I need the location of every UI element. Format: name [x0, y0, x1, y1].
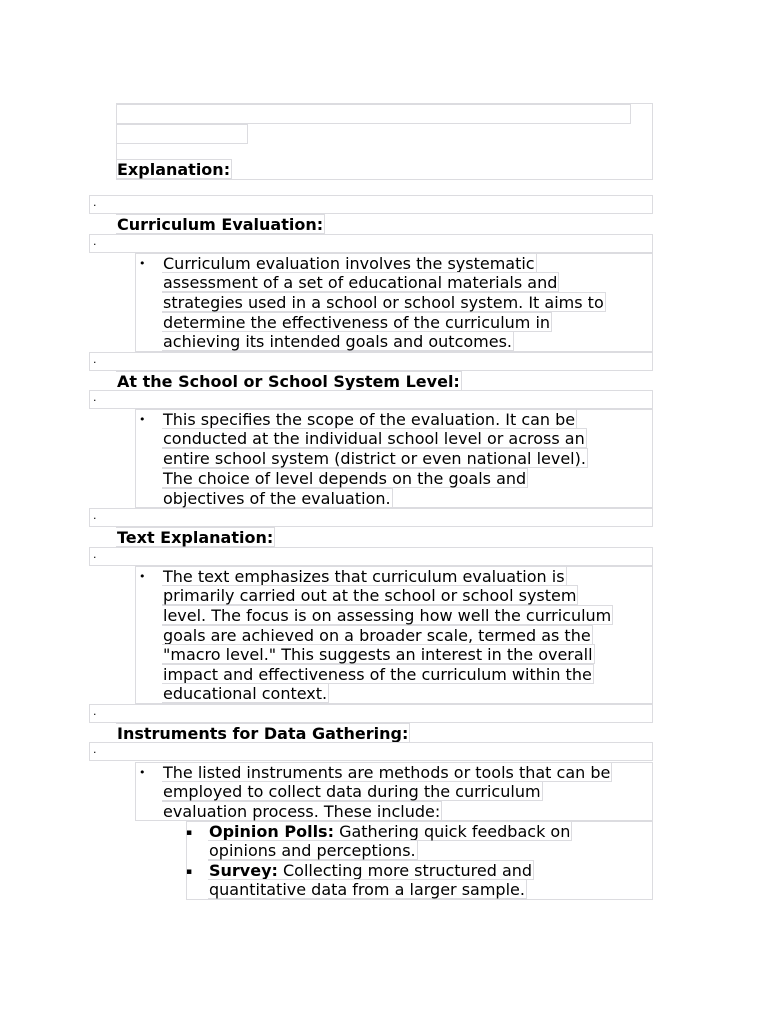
- bullet-marker: •: [139, 413, 146, 426]
- paragraph-line: The text emphasizes that curriculum evaluation is: [163, 567, 565, 586]
- sub-item-opinion-polls: [208, 821, 572, 841]
- paragraph-line: achieving its intended goals and outcomes.: [163, 332, 512, 351]
- header-blank-line-1: [116, 104, 631, 124]
- separator-row: .: [89, 742, 653, 761]
- sub-item-text: Collecting more structured and: [277, 861, 533, 880]
- paragraph-line: determine the effectiveness of the curriculum in: [163, 313, 551, 332]
- sub-item-text: Gathering quick feedback on: [333, 822, 571, 841]
- paragraph-line: opinions and perceptions.: [209, 841, 416, 860]
- paragraph-line: conducted at the individual school level or across an: [163, 429, 585, 448]
- paragraph-line: employed to collect data during the curriculum: [163, 782, 541, 801]
- paragraph-line: goals are achieved on a broader scale, termed as the: [163, 626, 591, 645]
- paragraph-line: assessment of a set of educational materials and: [163, 273, 558, 292]
- heading-curriculum-evaluation: Curriculum Evaluation:: [117, 215, 324, 234]
- header-blank-line-2: [116, 124, 248, 144]
- sub-item-term: Opinion Polls:: [209, 822, 334, 841]
- paragraph-line: evaluation process. These include:: [163, 802, 441, 821]
- paragraph-line: strategies used in a school or school system. It aims to: [163, 293, 604, 312]
- sub-bullet-marker: ▪: [186, 828, 193, 838]
- sub-bullet-marker: ▪: [186, 867, 193, 877]
- separator-row: .: [89, 704, 653, 723]
- paragraph-line: impact and effectiveness of the curriculum within the: [163, 665, 592, 684]
- paragraph-line: objectives of the evaluation.: [163, 489, 391, 508]
- paragraph-line: "macro level." This suggests an interest in the overall: [163, 645, 593, 664]
- paragraph-line: The listed instruments are methods or tools that can be: [163, 763, 611, 782]
- paragraph-line: Curriculum evaluation involves the systematic: [163, 254, 535, 273]
- heading-school-system-level: At the School or School System Level:: [117, 372, 460, 391]
- heading-instruments: Instruments for Data Gathering:: [117, 724, 409, 743]
- paragraph-line: level. The focus is on assessing how well the curriculum: [163, 606, 612, 625]
- heading-explanation: Explanation:: [117, 160, 231, 179]
- bullet-marker: •: [139, 570, 146, 583]
- separator-row: .: [89, 547, 653, 566]
- paragraph-line: educational context.: [163, 684, 328, 703]
- separator-row: .: [89, 195, 653, 214]
- paragraph-line: entire school system (district or even national level).: [163, 449, 586, 468]
- separator-row: .: [89, 508, 653, 527]
- sub-item-term: Survey:: [209, 861, 278, 880]
- paragraph-line: quantitative data from a larger sample.: [209, 880, 525, 899]
- paragraph-line: primarily carried out at the school or school system: [163, 586, 577, 605]
- bullet-marker: •: [139, 766, 146, 779]
- separator-row: .: [89, 352, 653, 371]
- paragraph-line: The choice of level depends on the goals and: [163, 469, 527, 488]
- sub-item-survey: [208, 860, 534, 880]
- heading-text-explanation: Text Explanation:: [117, 528, 274, 547]
- bullet-marker: •: [139, 257, 146, 270]
- paragraph-line: This specifies the scope of the evaluation. It can be: [163, 410, 576, 429]
- separator-row: .: [89, 234, 653, 253]
- separator-row: .: [89, 390, 653, 409]
